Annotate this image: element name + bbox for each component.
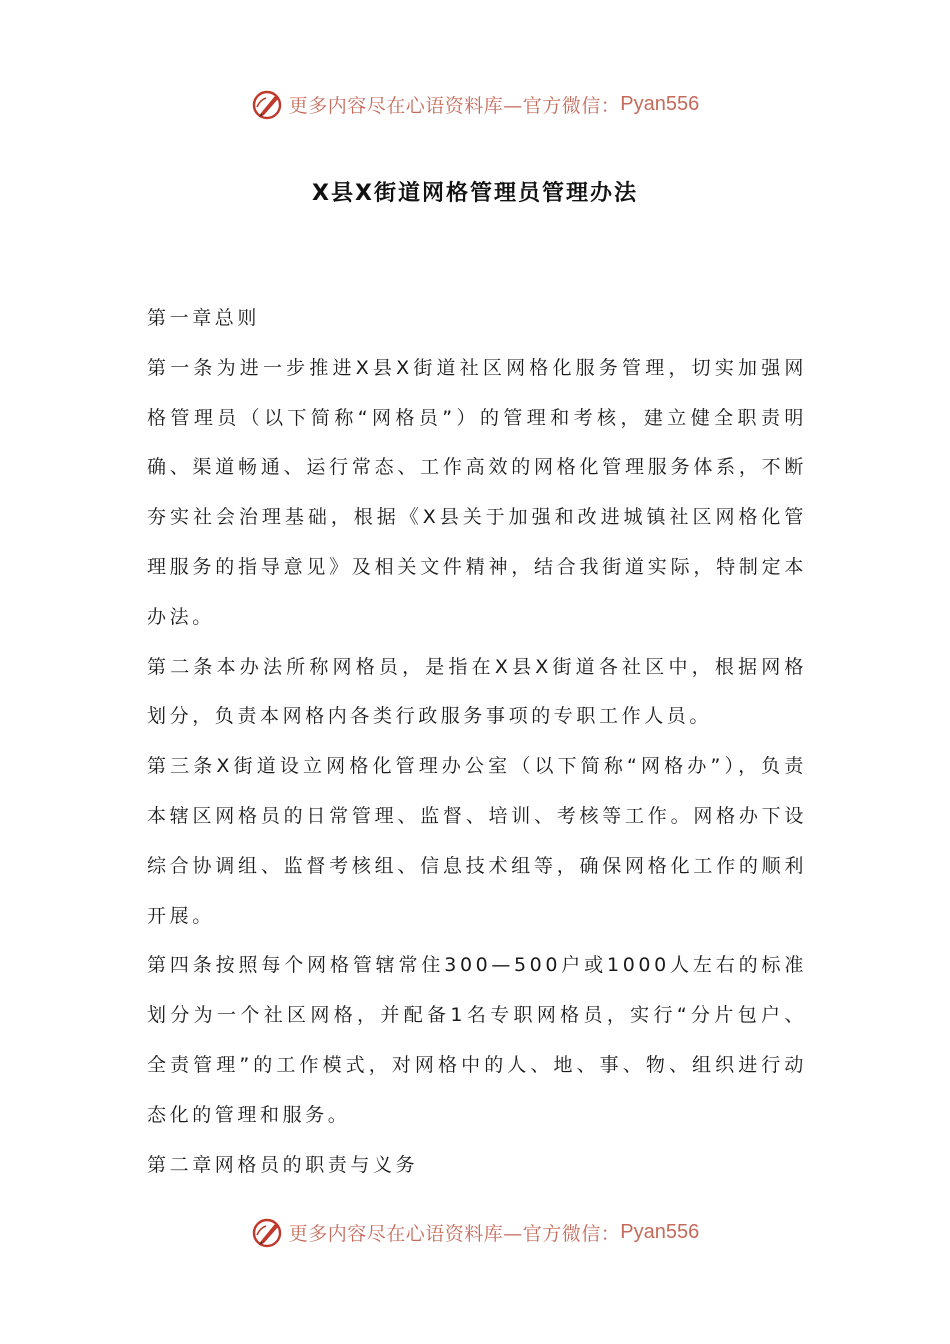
pen-logo-icon bbox=[251, 87, 285, 121]
watermark-text: 更多内容尽在心语资料库—官方微信： bbox=[288, 94, 621, 117]
article-paragraph: 第三条X街道设立网格化管理办公室（以下简称“网格办”），负责本辖区网格员的日常管理、监督、培训、考核等工作。网格办下设综合协调组、监督考核组、信息技术组等，确保网格化工作的顺利开展。 bbox=[147, 755, 807, 927]
chapter-heading: 第一章总则 bbox=[147, 307, 261, 329]
chapter-heading: 第二章网格员的职责与义务 bbox=[147, 1153, 419, 1176]
footer-watermark bbox=[0, 1212, 950, 1252]
pen-logo-icon bbox=[251, 1215, 285, 1249]
watermark-text: 更多内容尽在心语资料库—官方微信： bbox=[288, 1222, 621, 1245]
watermark-handle: Pyan556 bbox=[620, 92, 700, 115]
article-paragraph: 第一条为进一步推进X县X街道社区网格化服务管理，切实加强网格管理员（以下简称“网格员”）的管理和考核，建立健全职责明确、渠道畅通、运行常态、工作高效的网格化管理服务体系，不断夯实社会治理基础，根据《X县关于加强和改进城镇社区网格化管理服务的指导意见》及相关文件精神，结合我街道实际，特制定本办法。 bbox=[147, 356, 807, 628]
article-paragraph: 第二条本办法所称网格员，是指在X县X街道各社区中，根据网格划分，负责本网格内各类行政服务事项的专职工作人员。 bbox=[147, 655, 807, 728]
document-body bbox=[147, 294, 807, 1190]
header-watermark bbox=[0, 84, 950, 124]
document-title: X县X街道网格管理员管理办法 bbox=[312, 181, 638, 206]
watermark-handle: Pyan556 bbox=[620, 1220, 700, 1243]
article-paragraph: 第四条按照每个网格管辖常住300—500户或1000人左右的标准划分为一个社区网格，并配备1名专职网格员，实行“分片包户、全责管理”的工作模式，对网格中的人、地、事、物、组织进行动态化的管理和服务。 bbox=[147, 954, 807, 1126]
